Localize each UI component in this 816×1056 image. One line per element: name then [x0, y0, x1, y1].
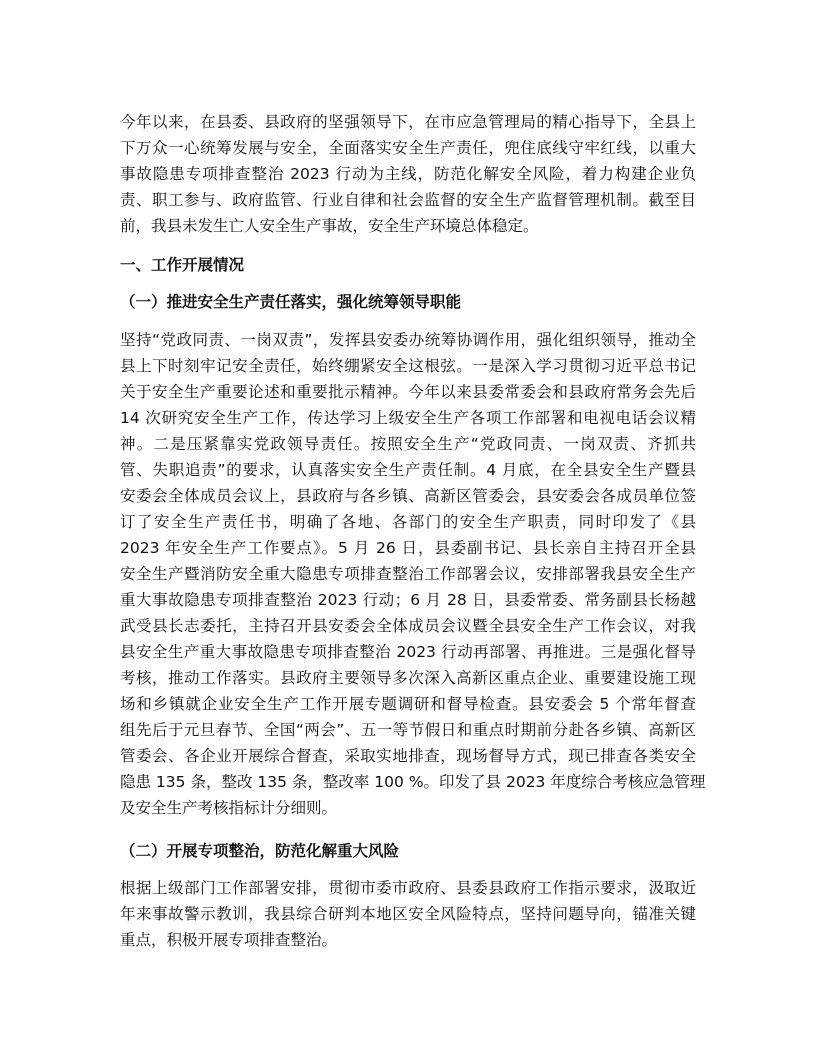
paragraph-line: 管、失职追责”的要求，认真落实安全生产责任制。4 月底，在全县安全生产暨县: [120, 461, 696, 479]
paragraph-line: 坚持“党政同责、一岗双责”，发挥县安委办统筹协调作用，强化组织领导，推动全: [120, 331, 696, 349]
paragraph-line: 神。二是压紧靠实党政领导责任。按照安全生产“党政同责、一岗双责、齐抓共: [120, 435, 696, 453]
paragraph-line: 重大事故隐患专项排查整治 2023 行动；6 月 28 日，县委常委、常务副县长杨越: [120, 591, 696, 609]
paragraph-line: 县上下时刻牢记安全责任，始终绷紧安全这根弦。一是深入学习贯彻习近平总书记: [120, 357, 696, 375]
paragraph-line: 事故隐患专项排查整治 2023 行动为主线，防范化解安全风险，着力构建企业负: [120, 165, 696, 183]
paragraph-line: 订了安全生产责任书，明确了各地、各部门的安全生产职责，同时印发了《县: [120, 513, 696, 531]
paragraph-line: 前，我县未发生亡人安全生产事故，安全生产环境总体稳定。: [120, 217, 539, 235]
paragraph-line: 今年以来，在县委、县政府的坚强领导下，在市应急管理局的精心指导下，全县上: [120, 113, 696, 131]
paragraph-line: 县安全生产重大事故隐患专项排查整治 2023 行动再部署、再推进。三是强化督导: [120, 643, 696, 661]
paragraph-line: 考核，推动工作落实。县政府主要领导多次深入高新区重点企业、重要建设施工现: [120, 669, 696, 687]
paragraph-line: 根据上级部门工作部署安排，贯彻市委市政府、县委县政府工作指示要求，汲取近: [120, 879, 696, 897]
paragraph-line: 责、职工参与、政府监管、行业自律和社会监督的安全生产监督管理机制。截至目: [120, 191, 696, 209]
heading-text: （二）开展专项整治，防范化解重大风险: [120, 842, 400, 860]
paragraph-line: 2023 年安全生产工作要点》。5 月 26 日，县委副书记、县长亲自主持召开全县: [120, 539, 696, 557]
heading-text: 一、工作开展情况: [120, 256, 245, 274]
heading-text: （一）推进安全生产责任落实，强化统筹领导职能: [120, 293, 462, 311]
paragraph-line: 组先后于元旦春节、全国“两会”、五一等节假日和重点时期前分赴各乡镇、高新区: [120, 721, 696, 739]
paragraph-line: 及安全生产考核指标计分细则。: [120, 799, 338, 817]
paragraph-line: 下万众一心统筹发展与安全，全面落实安全生产责任，兜住底线守牢红线，以重大: [120, 139, 696, 157]
paragraph-line: 隐患 135 条，整改 135 条，整改率 100 %。印发了县 2023 年度综合考核应急管理: [120, 773, 706, 791]
paragraph-line: 14 次研究安全生产工作，传达学习上级安全生产各项工作部署和电视电话会议精: [120, 409, 696, 427]
paragraph-line: 年来事故警示教训，我县综合研判本地区安全风险特点，坚持问题导向，锚准关键: [120, 905, 696, 923]
paragraph-line: 安委会全体成员会议上，县政府与各乡镇、高新区管委会，县安委会各成员单位签: [120, 487, 696, 505]
paragraph-line: 管委会、各企业开展综合督查，采取实地排查，现场督导方式，现已排查各类安全: [120, 747, 696, 765]
paragraph-line: 场和乡镇就企业安全生产工作开展专题调研和督导检查。县安委会 5 个常年督查: [120, 695, 696, 713]
paragraph-line: 安全生产暨消防安全重大隐患专项排查整治工作部署会议，安排部署我县安全生产: [120, 565, 696, 583]
paragraph-line: 重点，积极开展专项排查整治。: [120, 931, 338, 949]
paragraph-line: 关于安全生产重要论述和重要批示精神。今年以来县委常委会和县政府常务会先后: [120, 383, 696, 401]
paragraph-line: 武受县长志委托，主持召开县安委会全体成员会议暨全县安全生产工作会议，对我: [120, 617, 696, 635]
